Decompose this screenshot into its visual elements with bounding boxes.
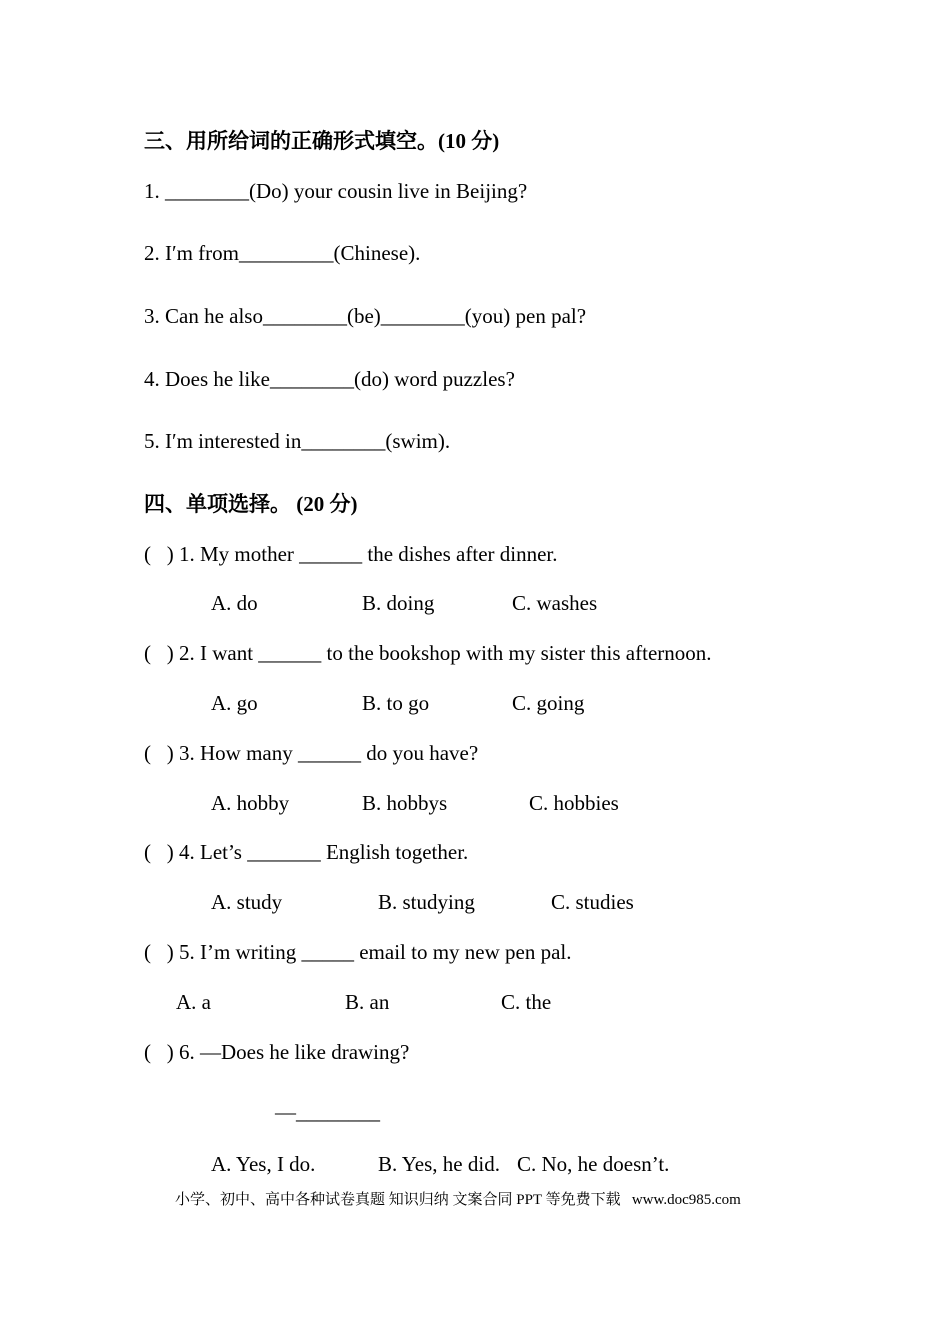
question-1-option-a: A. do [211,591,258,615]
question-3-option-a: A. hobby [211,791,290,815]
question-6-option-a: A. Yes, I do. [211,1152,316,1176]
question-2-option-c: C. going [512,691,585,715]
question-4-option-b: B. studying [378,890,475,914]
question-6-answer-line: —________ [275,1100,380,1124]
fill-item-3: 3. Can he also________(be)________(you) pen pal? [144,304,587,328]
question-5-stem: ( ) 5. I’m writing _____ email to my new pen pal. [144,940,572,964]
question-5-option-b: B. an [345,990,390,1014]
question-2-option-b: B. to go [362,691,430,715]
question-2-option-a: A. go [211,691,258,715]
question-6-option-b: B. Yes, he did. [378,1152,500,1176]
question-2-stem: ( ) 2. I want ______ to the bookshop with my sister this afternoon. [144,641,712,665]
question-1-option-c: C. washes [512,591,598,615]
question-6-option-c: C. No, he doesn’t. [517,1152,670,1176]
question-4-option-c: C. studies [551,890,634,914]
question-3-stem: ( ) 3. How many ______ do you have? [144,741,479,765]
fill-item-5: 5. I′m interested in________(swim). [144,429,451,453]
question-4-option-a: A. study [211,890,283,914]
question-5-option-a: A. a [176,990,211,1014]
question-3-option-c: C. hobbies [529,791,619,815]
section-4-heading: 四、单项选择。 (20 分) [144,492,358,516]
question-3-option-b: B. hobbys [362,791,448,815]
fill-item-4: 4. Does he like________(do) word puzzles? [144,367,515,391]
question-1-option-b: B. doing [362,591,435,615]
fill-item-1: 1. ________(Do) your cousin live in Beijing? [144,179,528,203]
question-4-stem: ( ) 4. Let’s _______ English together. [144,840,469,864]
section-3-heading: 三、用所给词的正确形式填空。(10 分) [144,129,500,153]
footer-note: 小学、初中、高中各种试卷真题 知识归纳 文案合同 PPT 等免费下载 www.doc985.com [175,1192,741,1208]
question-1-stem: ( ) 1. My mother ______ the dishes after dinner. [144,542,558,566]
fill-item-2: 2. I′m from_________(Chinese). [144,241,421,265]
question-6-stem: ( ) 6. —Does he like drawing? [144,1040,410,1064]
question-5-option-c: C. the [501,990,552,1014]
